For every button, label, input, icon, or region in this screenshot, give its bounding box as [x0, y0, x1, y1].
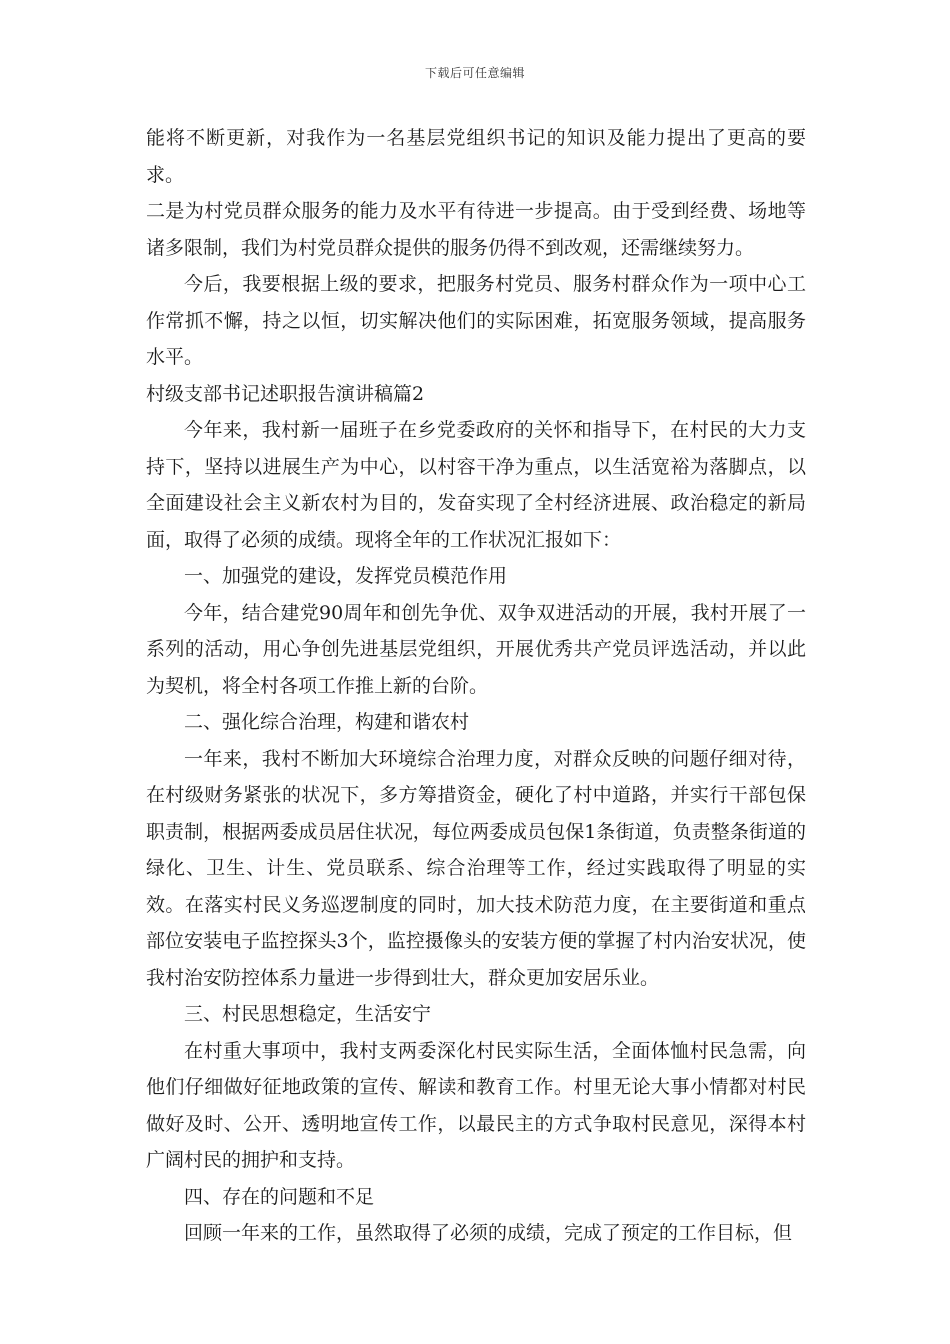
paragraph: 今后，我要根据上级的要求，把服务村党员、服务村群众作为一项中心工作常抓不懈，持之以恒，切实解决他们的实际困难，拓宽服务领域，提高服务水平。 — [146, 273, 806, 368]
paragraph: 今年来，我村新一届班子在乡党委政府的关怀和指导下，在村民的大力支持下，坚持以进展生产为中心，以村容干净为重点，以生活宽裕为落脚点，以全面建设社会主义新农村为目的，发奋实现了全村经济进展、政治稳定的新局面，取得了必须的成绩。现将全年的工作状况汇报如下： — [146, 419, 806, 551]
paragraph: 一年来，我村不断加大环境综合治理力度，对群众反映的问题仔细对待，在村级财务紧张的状况下，多方筹措资金，硬化了村中道路，并实行干部包保职责制，根据两委成员居住状况，每位两委成员包保1条街道，负责整条街道的绿化、卫生、计生、党员联系、综合治理等工作，经过实践取得了明显的实效。在落实村民义务巡逻制度的同时，加大技术防范力度，在主要街道和重点部位安装电子监控探头3个，监控摄像头的安装方便的掌握了村内治安状况，使我村治安防控体系力量进一步得到壮大，群众更加安居乐业。 — [146, 747, 806, 989]
paragraph: 回顾一年来的工作，虽然取得了必须的成绩，完成了预定的工作目标，但 — [184, 1222, 793, 1244]
section-title: 村级支部书记述职报告演讲稿篇2 — [146, 382, 425, 405]
section-heading: 二、强化综合治理，构建和谐农村 — [184, 711, 470, 733]
paragraph: 能将不断更新，对我作为一名基层党组织书记的知识及能力提出了更高的要求。 — [146, 127, 806, 186]
paragraph: 在村重大事项中，我村支两委深化村民实际生活，全面体恤村民急需，向他们仔细做好征地政策的宣传、解读和教育工作。村里无论大事小情都对村民做好及时、公开、透明地宣传工作，以最民主的方式争取村民意见，深得本村广阔村民的拥护和支持。 — [146, 1039, 806, 1171]
section-heading: 三、村民思想稳定，生活安宁 — [184, 1003, 432, 1025]
document-body — [146, 120, 806, 1252]
page-header: 下载后可任意编辑 — [424, 66, 525, 80]
section-heading: 一、加强党的建设，发挥党员模范作用 — [184, 565, 508, 587]
section-heading: 四、存在的问题和不足 — [184, 1185, 375, 1208]
paragraph: 二是为村党员群众服务的能力及水平有待进一步提高。由于受到经费、场地等诸多限制，我们为村党员群众提供的服务仍得不到改观，还需继续努力。 — [146, 200, 806, 259]
paragraph: 今年，结合建党90周年和创先争优、双争双进活动的开展，我村开展了一系列的活动，用心争创先进基层党组织，开展优秀共产党员评选活动，并以此为契机，将全村各项工作推上新的台阶。 — [146, 601, 806, 697]
